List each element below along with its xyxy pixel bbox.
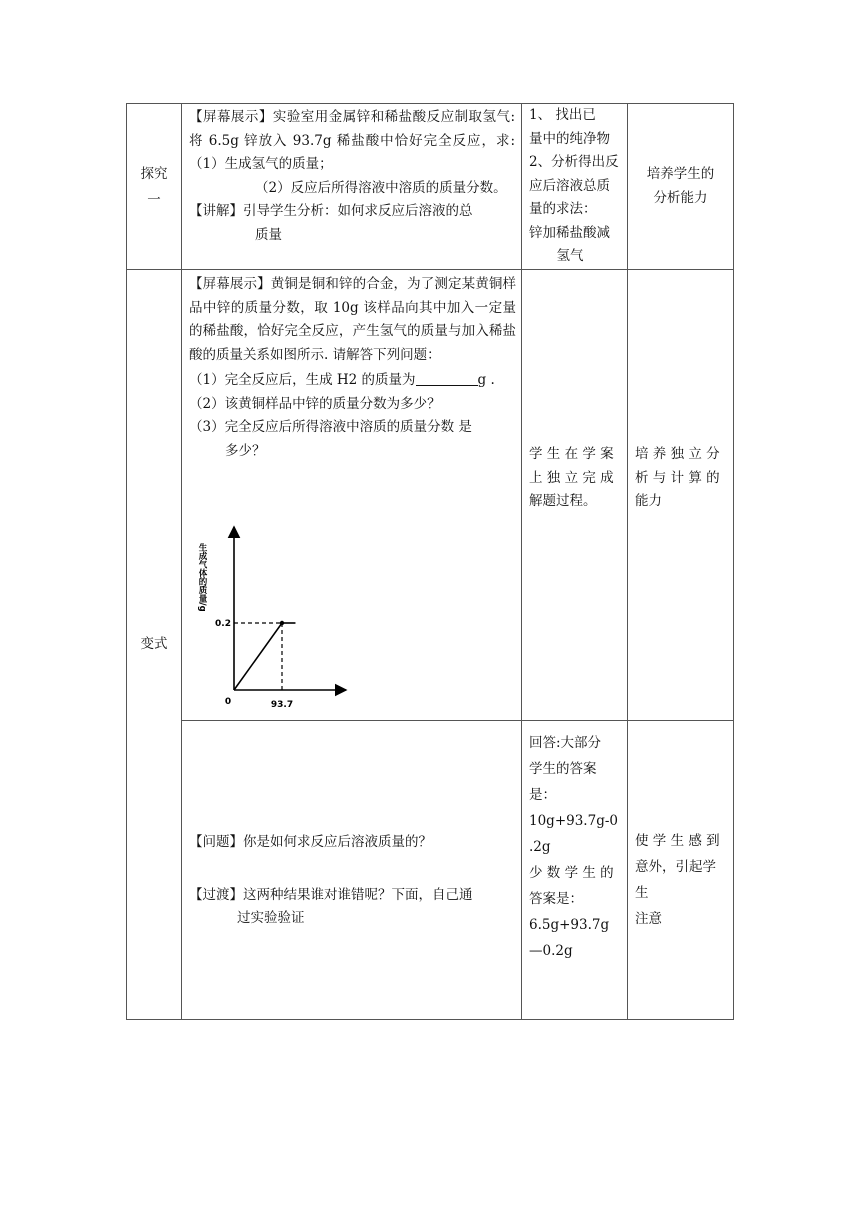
student-line: 学 生 在 学 案 (529, 446, 614, 462)
explain-tag: 【讲解】 (189, 203, 243, 219)
variant-problem-text: 黄铜是铜和锌的合金，为了测定某黄铜样品中锌的质量分数，取 10g 该样品向其中加入一定量的稀盐酸，恰好完全反应，产生氢气的质量与加入稀盐酸的质量关系如图所示. 请解答下列问题： (189, 276, 517, 363)
activity-cell-variant (189, 273, 516, 463)
x-tick-label: 93.7 (270, 700, 294, 710)
y-axis-label: 生成气体的质量/g (197, 543, 207, 612)
y-tick-label: 0.2 (215, 619, 231, 629)
student-line: 上 独 立 完 成 (529, 469, 614, 486)
row-divider-1 (126, 269, 734, 270)
question-2: （2）该黄铜样品中锌的质量分数为多少？ (189, 395, 441, 412)
table-divider-1 (181, 103, 182, 1020)
stage-cell-explore (127, 104, 181, 269)
intent-cell-explore (628, 104, 733, 269)
question-1-unit: g . (477, 372, 495, 388)
student-line: 学生的答案 (529, 761, 597, 777)
stage-cell-variant (127, 270, 181, 1019)
data-point-endpoint (280, 621, 284, 625)
screen-display-tag: 【屏幕展示】 (189, 276, 271, 292)
intent-line: 意外，引起学生 (635, 859, 716, 901)
student-line: .2g (529, 839, 551, 855)
student-line: 答案是： (529, 891, 583, 907)
student-line: 1、 找出已 (529, 107, 596, 123)
explore-problem-part2: （2）反应后所得溶液中溶质的质量分数。 (255, 179, 507, 196)
question-text: 你是如何求反应后溶液质量的？ (243, 834, 432, 850)
transition-text-cont: 过实验验证 (237, 910, 305, 926)
table-border-right (733, 103, 734, 1020)
question-tag: 【问题】 (189, 834, 243, 850)
explain-text-cont: 质量 (255, 226, 282, 243)
row-divider-2 (181, 720, 734, 721)
stage-label: 探究一 (140, 165, 168, 208)
student-line: 量的求法： (529, 201, 597, 217)
intent-line: 分析能力 (653, 189, 708, 206)
student-line: 2、分析得出反 (529, 154, 619, 170)
student-line: 回答:大部分 (529, 735, 602, 751)
question-1: （1）完全反应后，生成 H2 的质量为 (189, 372, 416, 388)
student-line: 解题过程。 (529, 493, 597, 509)
question-3: （3）完全反应后所得溶液中溶质的质量分数 是 (189, 419, 472, 435)
student-cell-variant (529, 443, 625, 514)
transition-text: 这两种结果谁对谁错呢？下面，自己通 (243, 886, 473, 903)
stage-label: 变式 (140, 635, 168, 652)
intent-cell-question (635, 828, 729, 932)
table-border-bottom (126, 1019, 734, 1020)
question-3-cont: 多少？ (225, 442, 266, 459)
student-line: 锌加稀盐酸减 (529, 224, 610, 241)
student-cell-explore (529, 104, 625, 269)
intent-cell-variant (635, 443, 729, 514)
explore-problem-text: 实验室用金属锌和稀盐酸反应制取氢气:将 6.5g 锌放入 93.7g 稀盐酸中恰好完全反应，求:（1）生成氢气的质量； (189, 109, 515, 172)
intent-line: 注意 (635, 911, 662, 927)
intent-line: 能力 (635, 493, 662, 509)
x-tick-label: 0 (224, 697, 232, 707)
answer-blank (416, 371, 478, 386)
student-cell-question (529, 730, 625, 964)
intent-line: 析 与 计 算 的 (635, 469, 720, 486)
intent-line: 培 养 独 立 分 (635, 446, 720, 462)
activity-cell-question (189, 831, 516, 931)
student-line: 是： (529, 787, 556, 803)
lesson-table (126, 103, 734, 1020)
screen-display-tag: 【屏幕展示】 (189, 109, 273, 125)
intent-line: 使 学 生 感 到 (635, 833, 720, 849)
student-line: 少 数 学 生 的 (529, 865, 614, 881)
student-line: 应后溶液总质 (529, 177, 610, 194)
intent-line: 培养学生的 (646, 166, 715, 182)
student-line: 氢气 (556, 248, 584, 264)
explain-text: 引导学生分析：如何求反应后溶液的总 (243, 203, 473, 219)
student-line: 6.5g+93.7g (529, 917, 610, 933)
activity-cell-explore (189, 106, 515, 247)
student-line: 10g+93.7g-0 (529, 813, 618, 829)
student-line: 量中的纯净物 (529, 130, 610, 147)
table-divider-2 (521, 103, 522, 1020)
series-line-segment (234, 623, 282, 690)
hydrogen-mass-chart (194, 521, 434, 717)
transition-tag: 【过渡】 (189, 886, 243, 903)
student-line: —0.2g (529, 943, 573, 959)
